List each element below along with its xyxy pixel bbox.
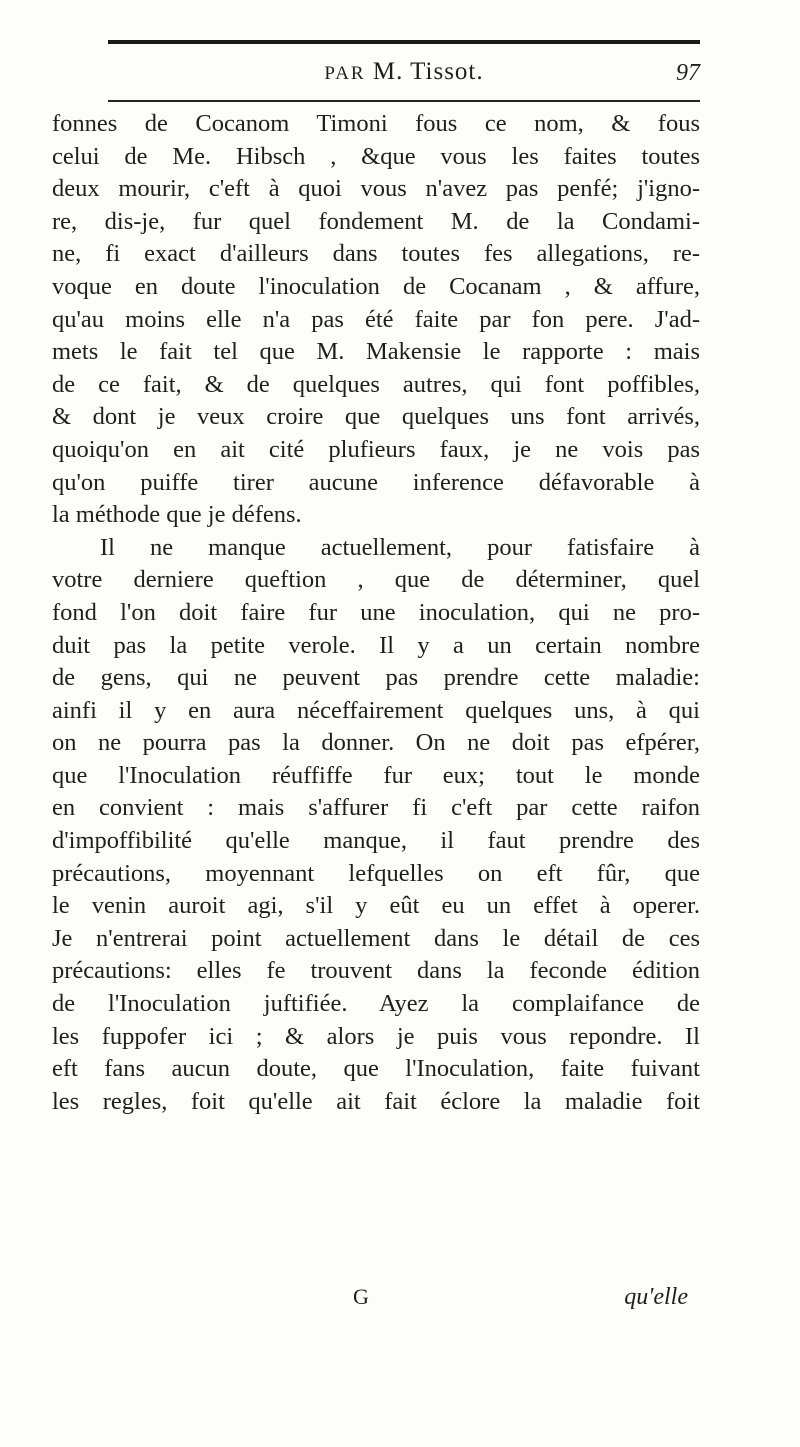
text-line: on ne pourra pas la donner. On ne doit pas efpérer, <box>52 729 700 757</box>
text-line: & dont je veux croire que quelques uns font arrivés, <box>52 403 700 431</box>
page-header <box>108 54 700 98</box>
running-head-author: M. Tissot. <box>372 58 484 85</box>
text-line: celui de Me. Hibsch , &que vous les faites toutes <box>52 142 700 170</box>
catchword: qu'elle <box>624 1284 688 1310</box>
header-rule <box>108 100 700 102</box>
top-rule <box>108 40 700 44</box>
text-line: précautions, moyennant lefquelles on eft fûr, que <box>52 859 700 887</box>
text-line: de ce fait, & de quelques autres, qui font poffibles, <box>52 370 700 398</box>
text-line: ainfi il y en aura néceffairement quelques uns, à qui <box>52 696 700 724</box>
text-line: mets le fait tel que M. Makensie le rapporte : mais <box>52 338 700 366</box>
text-line: Je n'entrerai point actuellement dans le détail de ces <box>52 924 700 952</box>
text-line: votre derniere queftion , que de déterminer, quel <box>52 566 700 594</box>
signature-mark: G <box>353 1284 369 1309</box>
text-line: qu'au moins elle n'a pas été faite par fon pere. J'ad- <box>52 305 700 333</box>
text-line: deux mourir, c'eft à quoi vous n'avez pas penfé; j'igno- <box>52 175 700 203</box>
paragraph-end-line: la méthode que je défens. <box>52 501 302 529</box>
page-footer <box>0 1284 800 1324</box>
text-line: de gens, qui ne peuvent pas prendre cette maladie: <box>52 664 700 692</box>
text-line: fonnes de Cocanom Timoni fous ce nom, & fous <box>52 110 700 137</box>
text-line: qu'on puiffe tirer aucune inference défavorable à <box>52 468 700 496</box>
text-line: quoiqu'on en ait cité plufieurs faux, je ne vois pas <box>52 435 700 463</box>
text-line: les fuppofer ici ; & alors je puis vous repondre. Il <box>52 1022 700 1050</box>
text-line: en convient : mais s'affurer fi c'eft par cette raifon <box>52 794 700 822</box>
text-line: re, dis-je, fur quel fondement M. de la Condami- <box>52 207 700 235</box>
paragraph-start-line: Il ne manque actuellement, pour fatisfaire à <box>100 533 700 561</box>
text-line: duit pas la petite verole. Il y a un certain nombre <box>52 631 700 659</box>
text-line: d'impoffibilité qu'elle manque, il faut prendre des <box>52 827 700 855</box>
body-text <box>52 108 700 1118</box>
text-line: de l'Inoculation juftifiée. Ayez la complaifance de <box>52 990 700 1018</box>
page-number: 97 <box>676 60 700 86</box>
text-line: le venin auroit agi, s'il y eût eu un effet à operer. <box>52 892 700 920</box>
text-line: précautions: elles fe trouvent dans la feconde édition <box>52 957 700 985</box>
running-head-prefix: PAR <box>324 63 366 84</box>
text-line: ne, fi exact d'ailleurs dans toutes fes allegations, re- <box>52 240 700 268</box>
running-head <box>108 58 700 86</box>
text-line: eft fans aucun doute, que l'Inoculation, faite fuivant <box>52 1055 700 1083</box>
text-line: les regles, foit qu'elle ait fait éclore la maladie foit <box>52 1087 700 1115</box>
text-line: voque en doute l'inoculation de Cocanam , & affure, <box>52 272 700 300</box>
text-line: fond l'on doit faire fur une inoculation, qui ne pro- <box>52 598 700 626</box>
text-line: que l'Inoculation réuffiffe fur eux; tout le monde <box>52 761 700 789</box>
